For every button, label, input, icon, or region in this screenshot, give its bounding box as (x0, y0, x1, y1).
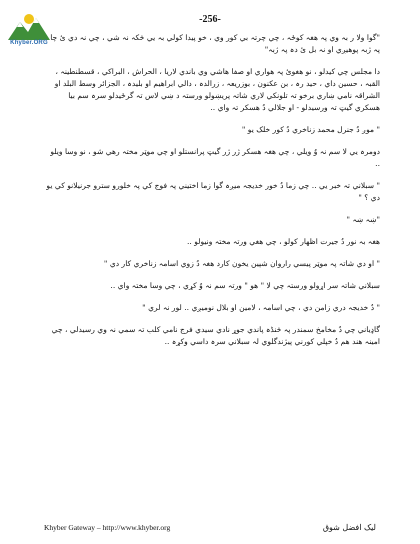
footer-website: Khyber Gateway – http://www.khyber.org (44, 523, 171, 532)
paragraph: دا مجلس چي کيدلو ، نو ھغوئ پہ ھواري او صفا ھاشي وي باندي لاريا ، الحراش ، البراکي ، قسطنطينہ ، القبہ ، حسين داي ، حيد رہ ، بن عکنون ، بوزريعہ ، زرالدہ ، دالي ابراھيم او بليدہ ، الجزائر وسط البلد او الشراقہ نامي ښاري برخو تہ تلونکي لاري شاتہ پريښولو ورستہ د ښي لاس تہ گرځيدلو سرہ سم بيا ھسکري گيټ تہ ورسيدلو - او جلالي دُ ھسکر تہ واي .. (54, 67, 380, 112)
footer-author: ليک افضل شوق (322, 523, 376, 532)
paragraph: سبلاني شاتہ سر اړولو ورستہ چي لا " ھو " ورتہ سم نہ وُ کړي ، چي وسا مختہ واي .. (110, 281, 380, 290)
paragraph: " سبلاني تہ خبر يي .. چي زما دُ خور خديجہ ميږہ گوا زما اختيني پہ فوج کي پہ خلورو سترو جرنيلانو کي يو دي ؟ " (46, 181, 380, 202)
paragraph: ھغہ بہ نور دُ جيرت اظھار کولو ، چي ھغي ورتہ مختہ ونيولو .. (186, 237, 380, 246)
document-body (44, 32, 380, 348)
paragraph: گاډياني چي دُ مخامخ سمندر پہ څنڈہ پاندي جوړ نادي سيدي فرج نامي کلب تہ سمي نہ وي رسيدلي ، چي امينہ ھند ھم دُ خپلي کورني پيژندگلوي لہ سبلاني سرہ داسي وکړہ .. (51, 325, 380, 346)
paragraph: "ښہ ښہ " (346, 215, 380, 224)
paragraph: " او دي شاتہ پہ موټر پيسي راروان شپين يخون کارد ھغہ دُ زوي اسامہ زناخري کار دي " (103, 259, 380, 268)
page-number: -256- (199, 14, 221, 25)
paragraph: دومرہ يي لا سم نہ وُ ويلي ، چي ھغہ ھسکر ژر ژر گيټ پرانستلو او چي موټر مختہ رھي شو ، نو وسا ويلو .. (50, 147, 380, 168)
logo-text: Khyber.ORG (10, 40, 48, 46)
paragraph: " دُ خديجہ دري زامن دي ، چي اسامہ ، لامين او بلال نوميږي .. لور نہ لري " (142, 303, 380, 312)
paragraph: " موږ دُ جنرل محمد زناخري دُ کور خلک يو " (241, 125, 380, 134)
paragraph: "گوا ولا ر بہ وي پہ ھغہ کوځہ ، چي چرتہ بي کور وي ، خو پيدا کولي بہ يي څکہ نہ شي ، چي نہ دي ئ چا پہ ژبہ پوھيږي او نہ بل ئ دہ پہ ژبہ" (50, 33, 380, 54)
